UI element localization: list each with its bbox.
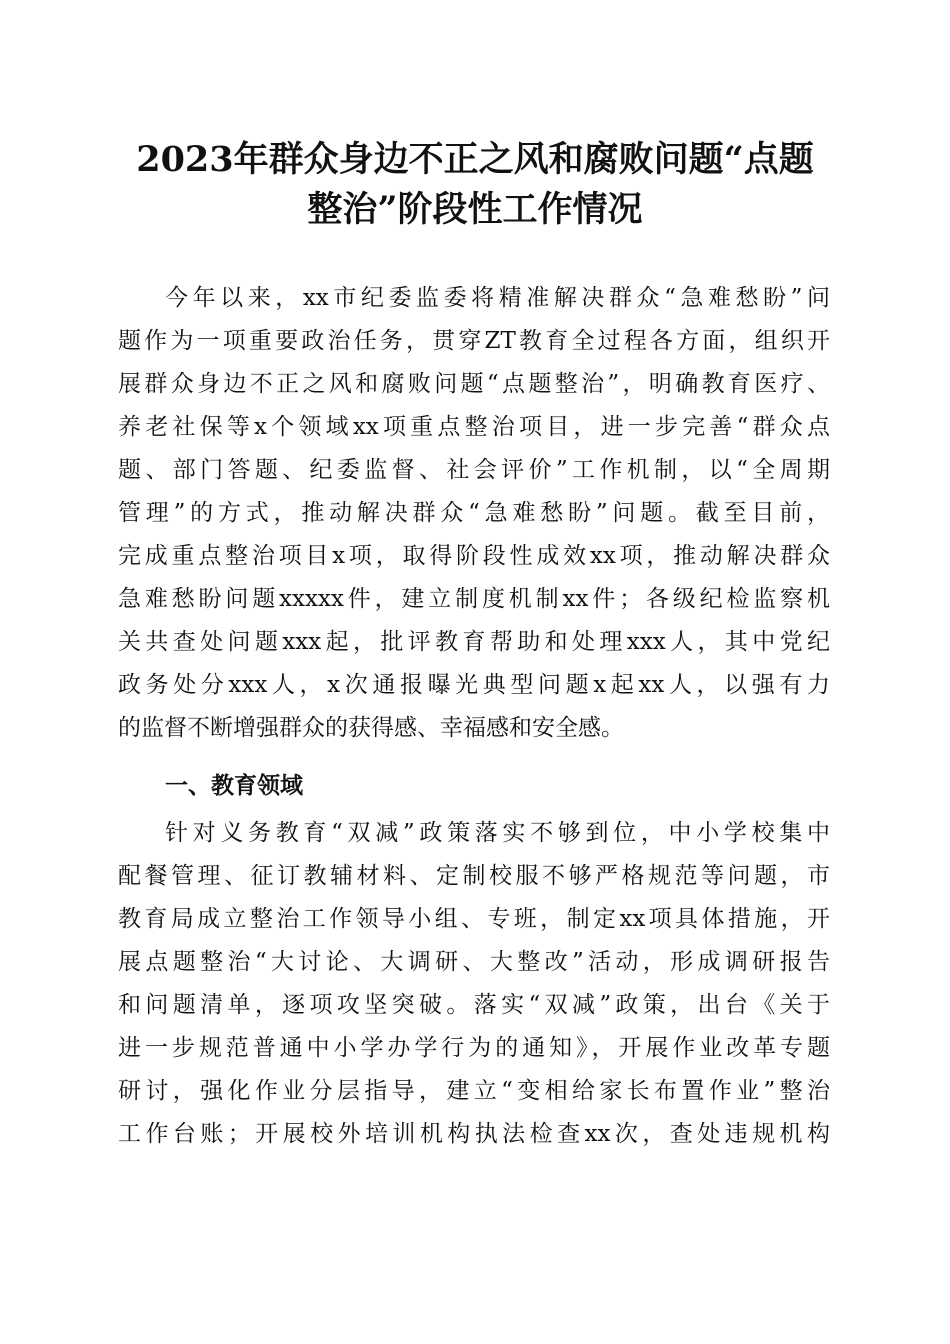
paragraph-line: 展点题整治“大讨论、大调研、大整改”活动，形成调研报告 [118, 949, 830, 975]
paragraph-line: 的监督不断增强群众的获得感、幸福感和安全感。 [118, 715, 624, 741]
paragraph-line: 教育局成立整治工作领导小组、专班，制定xx项具体措施，开 [118, 906, 830, 932]
paragraph-line: 题作为一项重要政治任务，贯穿ZT教育全过程各方面，组织开 [118, 328, 830, 354]
paragraph-line: 关共查处问题xxx起，批评教育帮助和处理xxx人，其中党纪 [118, 629, 830, 655]
paragraph-line: 今年以来，xx市纪委监委将精准解决群众“急难愁盼”问 [165, 285, 830, 311]
paragraph-line: 和问题清单，逐项攻坚突破。落实“双减”政策，出台《关于 [118, 992, 830, 1018]
paragraph-line: 针对义务教育“双减”政策落实不够到位，中小学校集中 [165, 820, 830, 846]
paragraph-line: 展群众身边不正之风和腐败问题“点题整治”，明确教育医疗、 [118, 371, 830, 397]
section-heading-education: 一、教育领域 [165, 773, 303, 799]
paragraph-line: 工作台账；开展校外培训机构执法检查xx次，查处违规机构 [118, 1121, 830, 1147]
paragraph-line: 配餐管理、征订教辅材料、定制校服不够严格规范等问题，市 [118, 863, 830, 889]
paragraph-line: 研讨，强化作业分层指导，建立“变相给家长布置作业”整治 [118, 1078, 830, 1104]
paragraph-line: 进一步规范普通中小学办学行为的通知》，开展作业改革专题 [118, 1035, 830, 1061]
document-title-line-2: 整治”阶段性工作情况 [307, 189, 643, 230]
paragraph-line: 管理”的方式，推动解决群众“急难愁盼”问题。截至目前， [118, 500, 830, 526]
paragraph-line: 急难愁盼问题xxxxx件，建立制度机制xx件；各级纪检监察机 [118, 586, 830, 612]
paragraph-line: 养老社保等x个领域xx项重点整治项目，进一步完善“群众点 [118, 414, 830, 440]
paragraph-line: 完成重点整治项目x项，取得阶段性成效xx项，推动解决群众 [118, 543, 830, 569]
document-title-line-1: 2023年群众身边不正之风和腐败问题“点题 [136, 139, 814, 180]
paragraph-line: 题、部门答题、纪委监督、社会评价”工作机制，以“全周期 [118, 457, 830, 483]
paragraph-line: 政务处分xxx人，x次通报曝光典型问题x起xx人，以强有力 [118, 672, 830, 698]
